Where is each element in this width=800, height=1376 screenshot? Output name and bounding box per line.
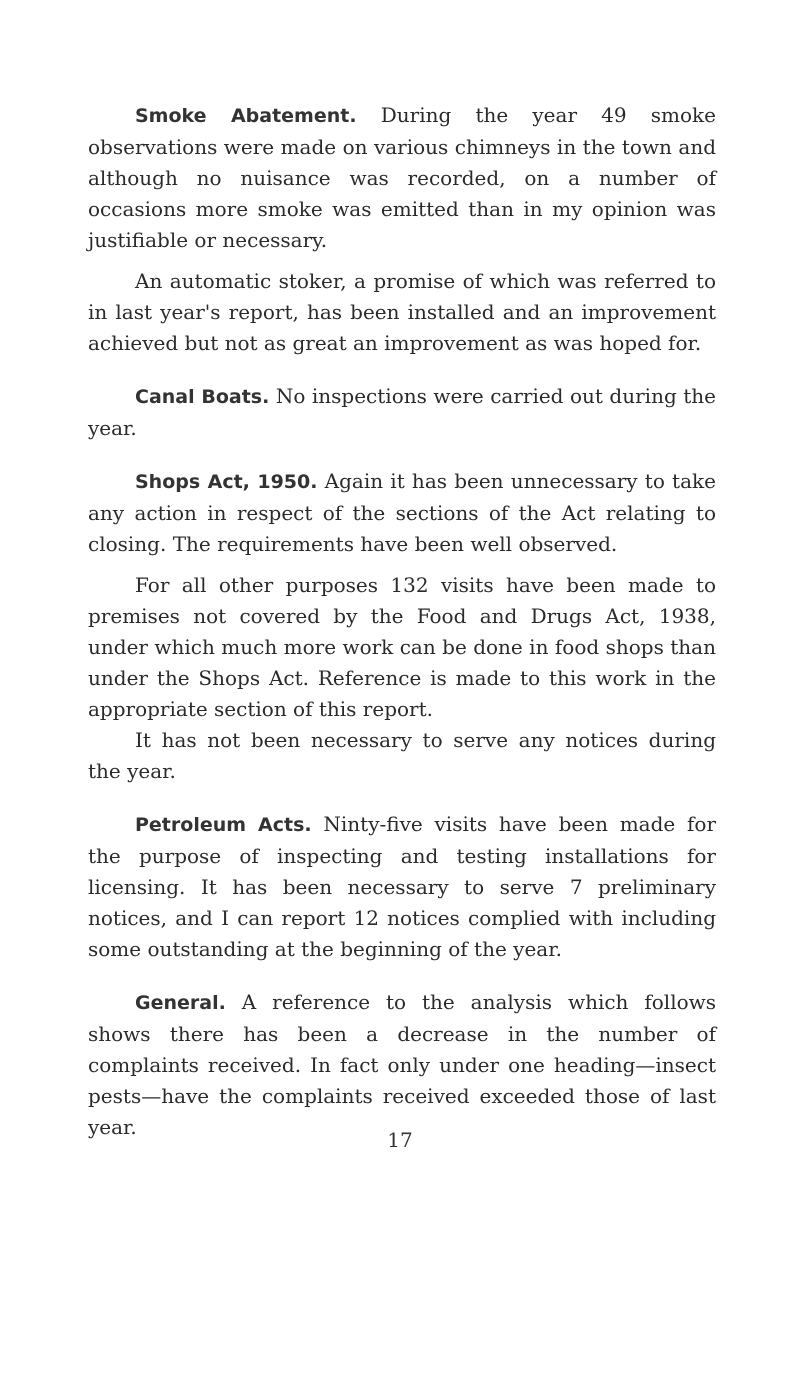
petroleum-acts-paragraph [88, 809, 716, 965]
canal-boats-paragraph [88, 381, 716, 444]
shops-act-text: Again it has been unnecessary to take any action in respect of the sections of the Act relating to closing. The requirements have been well observed. [88, 469, 716, 556]
general-heading: General. [135, 992, 226, 1014]
page-number: 17 [387, 1128, 413, 1152]
notices-paragraph: It has not been necessary to serve any notices during the year. [88, 728, 716, 783]
smoke-abatement-text: During the year 49 smoke observations were made on various chimneys in the town and although no nuisance was recorded, on a number of occasions more smoke was emitted than in my opinion was justifiable or necessary. [88, 103, 716, 252]
canal-boats-text: No inspections were carried out during the year. [88, 384, 716, 440]
shops-act-paragraph [88, 466, 716, 560]
smoke-abatement-heading: Smoke Abatement. [135, 105, 357, 127]
shops-act-heading: Shops Act, 1950. [135, 471, 318, 493]
automatic-stoker-paragraph: An automatic stoker, a promise of which was referred to in last year's report, has been installed and an improvement achieved but not as great an improvement as was hoped for. [88, 269, 716, 355]
general-text: A reference to the analysis which follows shows there has been a decrease in the number of complaints received. In fact only under one heading—insect pests—have the complaints received exceeded those of last year. [88, 990, 717, 1139]
canal-boats-heading: Canal Boats. [135, 386, 270, 408]
smoke-abatement-paragraph [88, 100, 716, 256]
document-body [88, 100, 716, 1143]
general-paragraph [88, 987, 716, 1143]
petroleum-acts-heading: Petroleum Acts. [135, 814, 312, 836]
other-purposes-paragraph: For all other purposes 132 visits have been made to premises not covered by the Food and Drugs Act, 1938, under which much more work can be done in food shops than under the Shops Act. Reference is made to this work in the appropriate section of this report. [88, 573, 716, 721]
petroleum-acts-text: Ninty-five visits have been made for the purpose of inspecting and testing installations for licensing. It has been necessary to serve 7 preliminary notices, and I can report 12 notices complied with including some outstanding at the beginning of the year. [88, 812, 717, 961]
